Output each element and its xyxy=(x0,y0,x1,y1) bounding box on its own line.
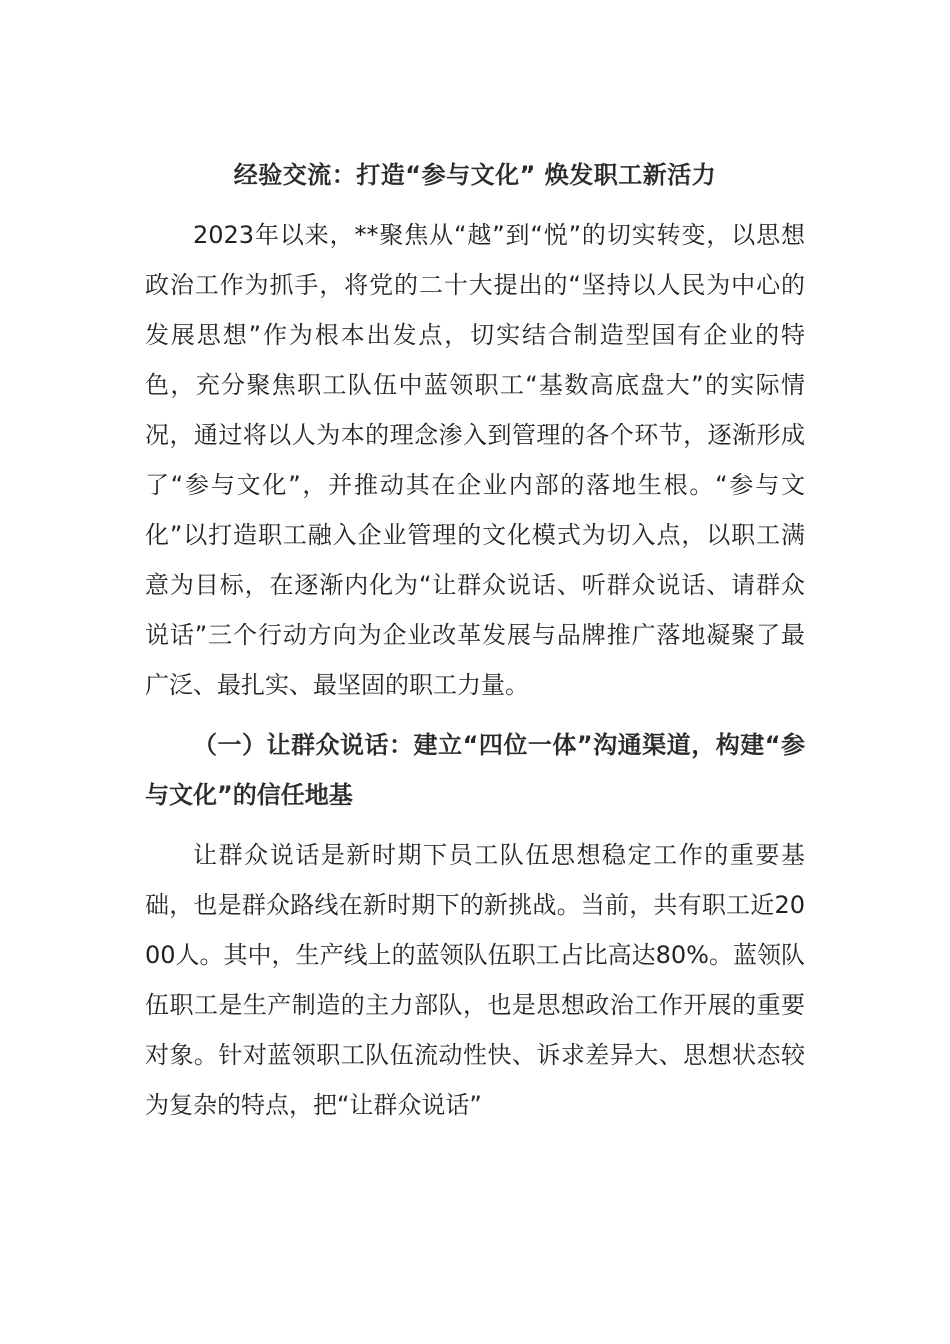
body-paragraph: 2023年以来，**聚焦从“越”到“悦”的切实转变，以思想政治工作为抓手，将党的二十大提出的“坚持以人民为中心的发展思想”作为根本出发点，切实结合制造型国有企业的特色，充分聚焦职工队伍中蓝领职工“基数高底盘大”的实际情况，通过将以人为本的理念渗入到管理的各个环节，逐渐形成了“参与文化”，并推动其在企业内部的落地生根。“参与文化”以打造职工融入企业管理的文化模式为切入点，以职工满意为目标，在逐渐内化为“让群众说话、听群众说话、请群众说话”三个行动方向为企业改革发展与品牌推广落地凝聚了最广泛、最扎实、最坚固的职工力量。 xyxy=(145,221,805,699)
section-heading: （一）让群众说话：建立“四位一体”沟通渠道，构建“参与文化”的信任地基 xyxy=(145,731,805,809)
document-page xyxy=(145,150,805,1130)
document-title: 经验交流：打造“参与文化” 焕发职工新活力 xyxy=(233,161,717,189)
body-paragraph: 让群众说话是新时期下员工队伍思想稳定工作的重要基础，也是群众路线在新时期下的新挑战。当前，共有职工近2000人。其中，生产线上的蓝领队伍职工占比高达80%。蓝领队伍职工是生产制造的主力部队，也是思想政治工作开展的重要对象。针对蓝领职工队伍流动性快、诉求差异大、思想状态较为复杂的特点，把“让群众说话” xyxy=(145,841,805,1119)
